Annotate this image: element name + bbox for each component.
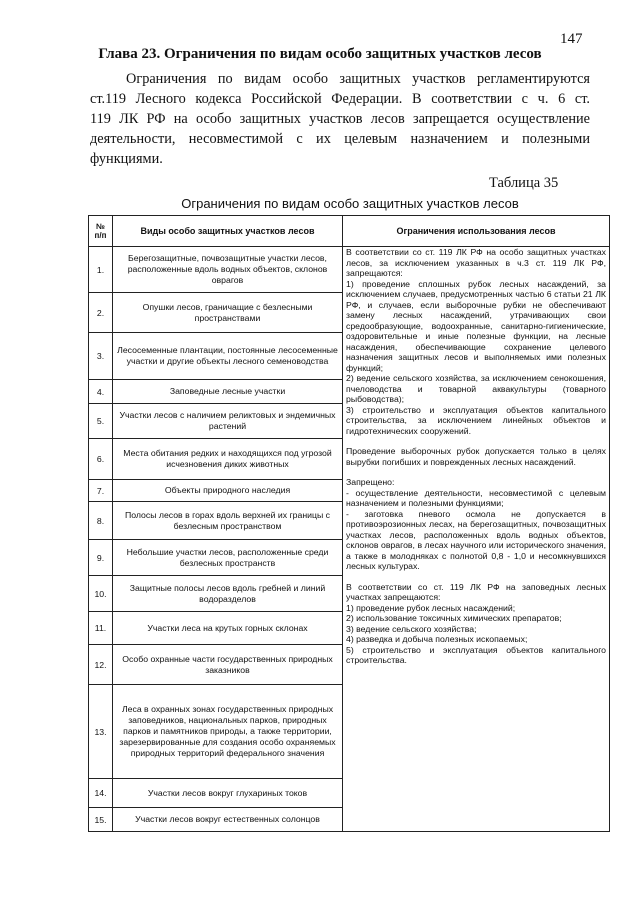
row-kind: Лесосеменные плантации, постоянные лесосеменные участки и другие объекты лесного семеноводства (113, 333, 343, 380)
restriction-item: 3) ведение сельского хозяйства; (346, 623, 477, 634)
restriction-item: - осуществление деятельности, несовместимой с целевым назначением и полезными функциями; (346, 487, 606, 508)
row-kind: Участки лесов вокруг глухариных токов (113, 779, 343, 808)
row-kind: Леса в охранных зонах государственных природных заповедников, национальных парков, природных парков и памятников природы, а также территории, зарезервированные для создания особо охраняемых природных территорий федерального значения (113, 685, 343, 779)
restriction-item: 1) проведение рубок лесных насаждений; (346, 602, 516, 613)
row-number: 11. (89, 612, 113, 645)
intro-paragraph (90, 69, 590, 169)
intro-line: функциями. (90, 151, 163, 167)
row-number: 12. (89, 645, 113, 685)
row-kind: Места обитания редких и находящихся под угрозой исчезновения диких животных (113, 439, 343, 480)
row-number: 2. (89, 293, 113, 333)
header-kind: Виды особо защитных участков лесов (113, 216, 343, 247)
row-number: 8. (89, 502, 113, 540)
restriction-text: В соответствии со ст. 119 ЛК РФ на заповедных лесных участках запрещаются: (346, 581, 606, 602)
header-num: № п/п (89, 216, 113, 247)
intro-line: деятельности, несовместимой с их целевым назначением и полезными (90, 131, 590, 147)
row-number: 3. (89, 333, 113, 380)
row-number: 13. (89, 685, 113, 779)
row-kind: Особо охранные части государственных природных заказников (113, 645, 343, 685)
restriction-text: В соответствии со ст. 119 ЛК РФ на особо защитных участках лесов, за исключением указанных в ч.3 ст. 119 ЛК РФ, запрещаются: (346, 247, 606, 278)
restriction-item: 2) использование токсичных химических препаратов; (346, 613, 562, 623)
row-number: 6. (89, 439, 113, 480)
row-kind: Заповедные лесные участки (113, 380, 343, 404)
restriction-item: 2) ведение сельского хозяйства, за исключением сенокошения, пчеловодства и товарной аквакультуры (товарного рыбоводства); (346, 373, 606, 404)
row-kind: Участки леса на крутых горных склонах (113, 612, 343, 645)
chapter-title: Глава 23. Ограничения по видам особо защитных участков лесов (98, 46, 542, 62)
restriction-item: 5) строительство и эксплуатация объектов капитального строительства. (346, 644, 606, 665)
row-number: 7. (89, 480, 113, 502)
row-number: 15. (89, 808, 113, 832)
header-restrictions: Ограничения использования лесов (343, 216, 610, 247)
row-kind: Участки лесов вокруг естественных солонцов (113, 808, 343, 832)
row-number: 14. (89, 779, 113, 808)
restrictions-cell (343, 247, 610, 832)
restrictions-table (88, 215, 610, 832)
restriction-item: 1) проведение сплошных рубок лесных насаждений, за исключением случаев, предусмотренных частью 6 статьи 21 ЛК РФ, и случаев, если выборочные рубки не обеспечивают замену лесных насаждений, утрачивающих свои средообразующие, водоохранные, санитарно-гигиенические, оздоровительные и иные полезные функции, на лесные насаждения, обеспечивающие сохранение целевого назначения защитных лесов и выполняемых ими полезных функций; (346, 278, 606, 373)
row-number: 1. (89, 247, 113, 293)
row-number: 5. (89, 404, 113, 439)
table-header-row (89, 216, 610, 247)
row-number: 4. (89, 380, 113, 404)
row-number: 10. (89, 576, 113, 612)
table-caption: Таблица 35 (489, 175, 559, 191)
row-kind: Защитные полосы лесов вдоль гребней и линий водоразделов (113, 576, 343, 612)
intro-line: 119 ЛК РФ на особо защитных участков лесов запрещается осуществление (90, 111, 590, 127)
row-kind: Опушки лесов, граничащие с безлесными пространствами (113, 293, 343, 333)
intro-line: Ограничения по видам особо защитных участков регламентируются (126, 71, 590, 87)
table-title: Ограничения по видам особо защитных участков лесов (181, 196, 519, 211)
table-row (89, 247, 610, 293)
restriction-text: Проведение выборочных рубок допускается только в целях вырубки погибших и поврежденных лесных насаждений. (346, 446, 606, 467)
intro-line: ст.119 Лесного кодекса Российской Федерации. В соответствии с ч. 6 ст. (90, 91, 590, 107)
restriction-item: - заготовка пневого осмола не допускается в противоэрозионных лесах, на берегозащитных, почвозащитных участках лесов, расположенных вдоль водных объектов, склонов оврагов, в лесах научного или исторического значения, а также в молодняках с полнотой 0,8 - 1,0 и несомкнувшихся лесных культурах. (346, 508, 606, 571)
restriction-item: 4) разведка и добыча полезных ископаемых; (346, 634, 528, 644)
row-kind: Объекты природного наследия (113, 480, 343, 502)
row-kind: Берегозащитные, почвозащитные участки лесов, расположенные вдоль водных объектов, склонов оврагов (113, 247, 343, 293)
row-number: 9. (89, 540, 113, 576)
page-number: 147 (560, 31, 583, 47)
row-kind: Полосы лесов в горах вдоль верхней их границы с безлесным пространством (113, 502, 343, 540)
row-kind: Небольшие участки лесов, расположенные среди безлесных пространств (113, 540, 343, 576)
restriction-item: 3) строительство и эксплуатация объектов капитального строительства, за исключением линейных объектов и гидротехнических сооружений. (346, 404, 606, 436)
row-kind: Участки лесов с наличием реликтовых и эндемичных растений (113, 404, 343, 439)
restriction-text: Запрещено: (346, 477, 395, 487)
